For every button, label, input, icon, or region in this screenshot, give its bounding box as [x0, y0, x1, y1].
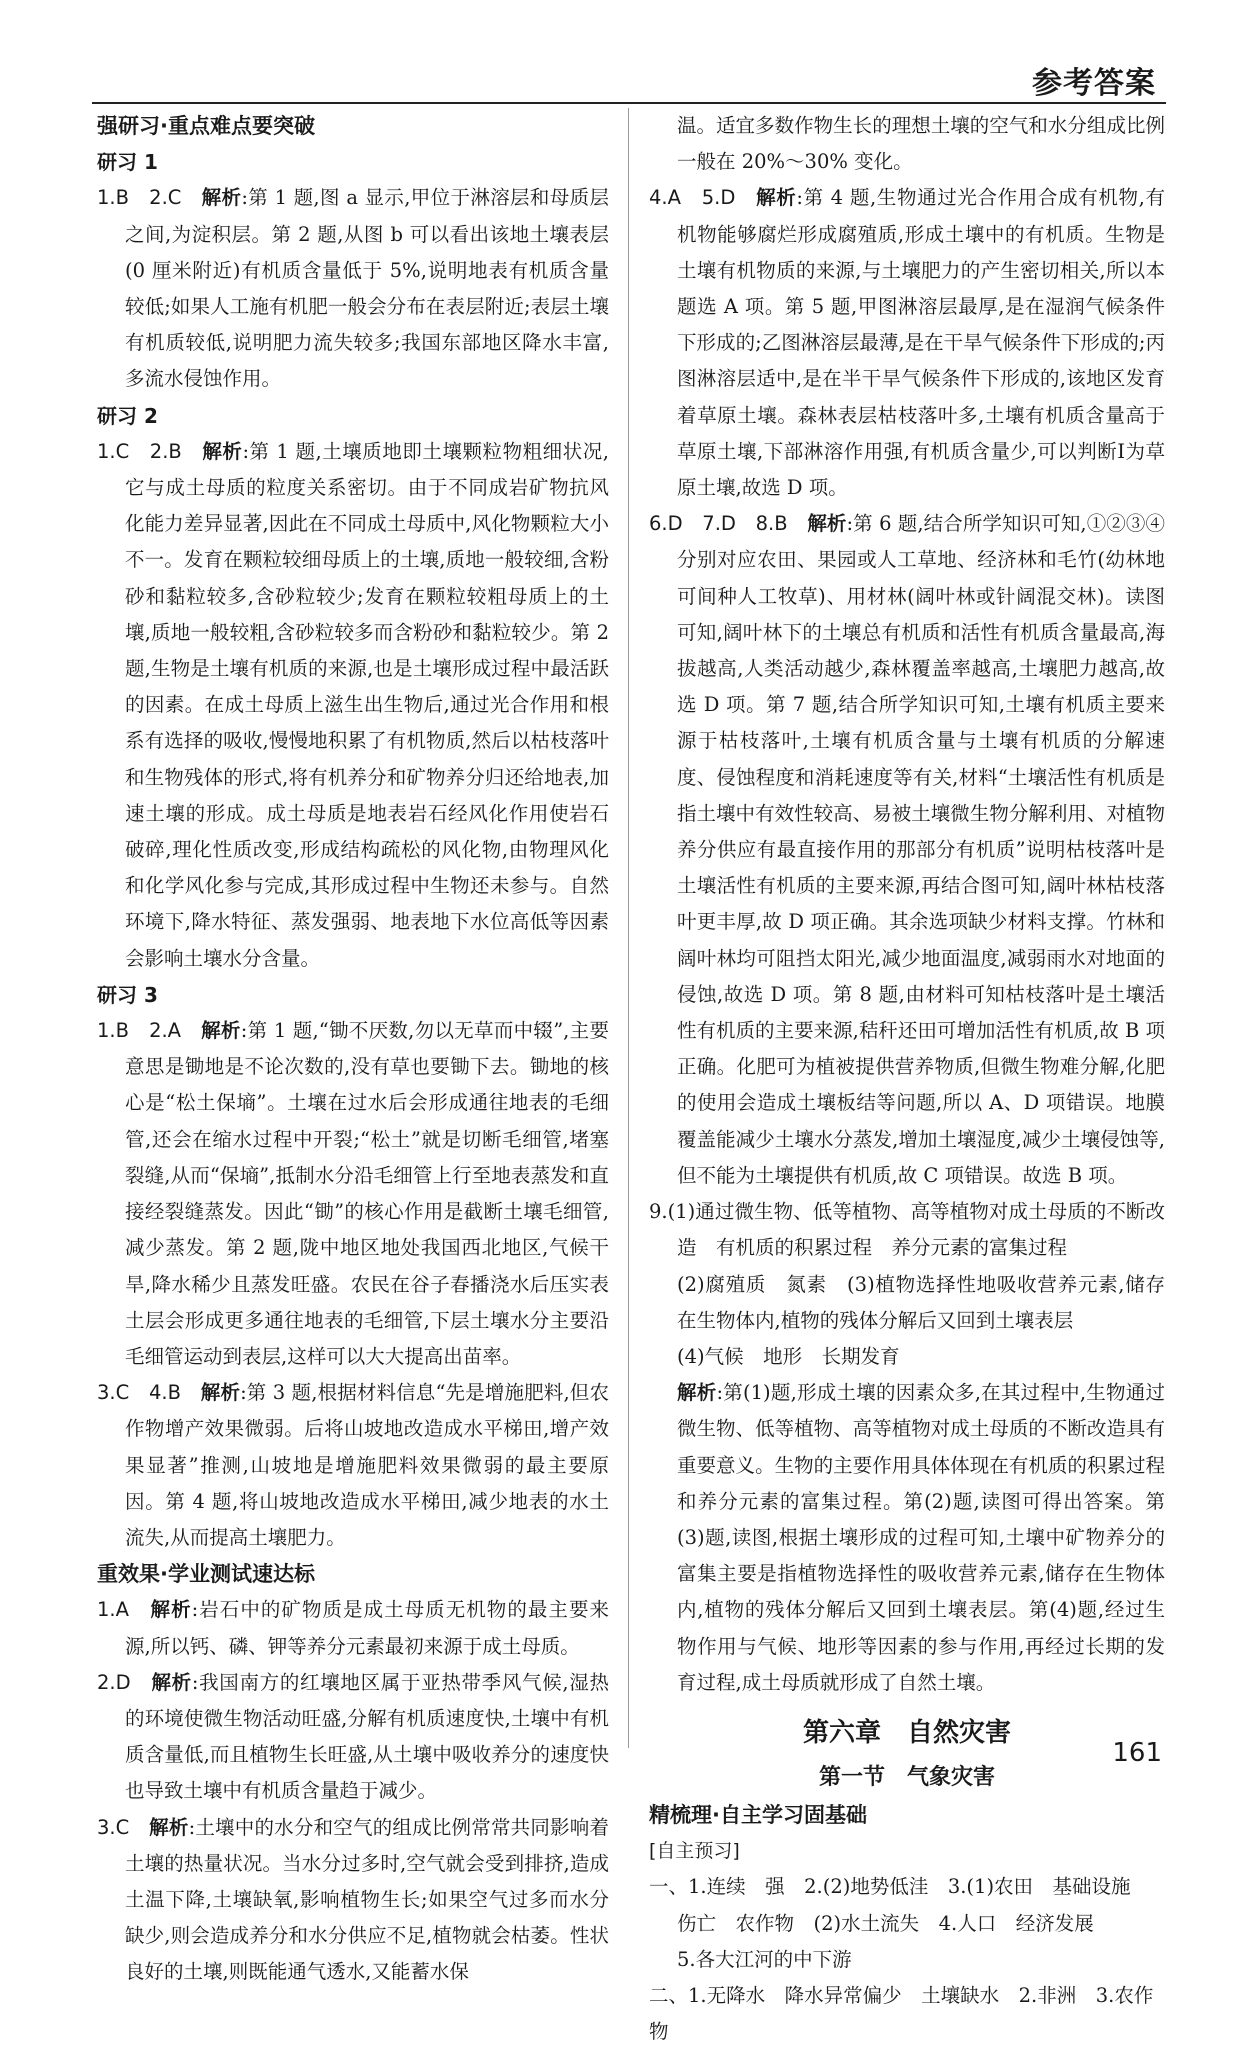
answer-keys: 1.A: [97, 1598, 129, 1622]
answer-keys: 1.B 2.A: [97, 1019, 182, 1043]
preview-line-1: 一、1.连续 强 2.(2)地势低洼 3.(1)农田 基础设施: [649, 1875, 1131, 1899]
analysis-text: :第 4 题,生物通过光合作用合成有机物,有机物能够腐烂形成腐殖质,形成土壤中的有机质。生物是土壤有机物质的来源,与土壤肥力的产生密切相关,所以本题选 A 项。第 5 题,甲图淋溶层最厚,是在湿润气候条件下形成的;乙图淋溶层最薄,是在干旱气候条件下形成的;丙图淋溶层适中,是在半干旱气候条件下形成的,该地区发育着草原土壤。森林表层枯枝落叶多,土壤有机质含量高于草原土壤,下部淋溶作用强,有机质含量少,可以判断Ⅰ为草原土壤,故选 D 项。: [677, 186, 1165, 500]
analysis-label: 解析: [151, 1670, 192, 1694]
test-answer-1: [97, 1592, 609, 1664]
continued-text: 温。适宜多数作物生长的理想土壤的空气和水分组成比例一般在 20%～30% 变化。: [677, 114, 1165, 174]
header-rule: [92, 102, 1166, 104]
answer-keys: 3.C 4.B: [97, 1381, 181, 1405]
page-number: 161: [1112, 1738, 1162, 1768]
analysis-text: :第 1 题,图 a 显示,甲位于淋溶层和母质层之间,为淀积层。第 2 题,从图 b 可以看出该地土壤表层(0 厘米附近)有机质含量低于 5%,说明地表有机质含量较低;如果人工施有机肥一般会分布在表层附近;表层土壤有机质较低,说明肥力流失较多;我国东部地区降水丰富,多流水侵蚀作用。: [125, 186, 609, 391]
analysis-text: :第 3 题,根据材料信息“先是增施肥料,但农作物增产效果微弱。后将山坡地改造成水平梯田,增产效果显著”推测,山坡地是增施肥料效果微弱的最主要原因。第 4 题,将山坡地改造成水平梯田,减少地表的水土流失,从而提高土壤肥力。: [125, 1381, 609, 1549]
analysis-text: :第 1 题,土壤质地即土壤颗粒物粗细状况,它与成土母质的粒度关系密切。由于不同成岩矿物抗风化能力差异显著,因此在不同成土母质中,风化物颗粒大小不一。发育在颗粒较细母质上的土壤,质地一般较细,含粉砂和黏粒较多,含砂粒较少;发育在颗粒较粗母质上的土壤,质地一般较粗,含砂粒较多而含粉砂和黏粒较少。第 2 题,生物是土壤有机质的来源,也是土壤形成过程中最活跃的因素。在成土母质上滋生出生物后,通过光合作用和根系有选择的吸收,慢慢地积累了有机物质,然后以枯枝落叶和生物残体的形式,将有机养分和矿物养分归还给地表,加速土壤的形成。成土母质是地表岩石经风化作用使岩石破碎,理化性质改变,形成结构疏松的风化物,由物理风化和化学风化参与完成,其形成过程中生物还未参与。自然环境下,降水特征、蒸发强弱、地表地下水位高低等因素会影响土壤水分含量。: [125, 439, 609, 970]
analysis-label: 解析: [150, 1598, 192, 1622]
preview-line-2: 伤亡 农作物 (2)水土流失 4.人口 经济发展: [677, 1911, 1094, 1935]
section-heading-review: 精梳理·自主学习固基础: [649, 1802, 867, 1827]
research-3-answer-b: [97, 1375, 609, 1556]
question-9-part-3: (4)气候 地形 长期发育: [677, 1344, 900, 1368]
research-1-label: 研习 1: [97, 150, 158, 175]
answer-keys: 3.C: [97, 1815, 130, 1839]
analysis-text: :第(1)题,形成土壤的因素众多,在其过程中,生物通过微生物、低等植物、高等植物对成土母质的不断改造具有重要意义。生物的主要作用具体体现在有机质的积累过程和养分元素的富集过程。第(2)题,读图可得出答案。第(3)题,读图,根据土壤形成的过程可知,土壤中矿物养分的富集主要是指植物选择性的吸收营养元素,储存在生物体内,植物的残体分解后又回到土壤表层。第(4)题,经过生物作用与气候、地形等因素的参与作用,再经过长期的发育过程,成土母质就形成了自然土壤。: [677, 1381, 1165, 1694]
preview-line-4: 二、1.无降水 降水异常偏少 土壤缺水 2.非洲 3.农作物: [649, 1983, 1154, 2044]
answer-keys: 2.D: [97, 1670, 131, 1694]
question-9-part-2: (2)腐殖质 氮素 (3)植物选择性地吸收营养元素,储存在生物体内,植物的残体分解后又回到土壤表层: [677, 1272, 1165, 1332]
analysis-text: :第 6 题,结合所学知识可知,①②③④分别对应农田、果园或人工草地、经济林和毛竹(幼林地可间种人工牧草)、用材林(阔叶林或针阔混交林)。读图可知,阔叶林下的土壤总有机质和活性有机质含量最高,海拔越高,人类活动越少,森林覆盖率越高,土壤肥力越高,故选 D 项。第 7 题,结合所学知识可知,土壤有机质主要来源于枯枝落叶,土壤有机质含量与土壤有机质的分解速度、侵蚀程度和消耗速度等有关,材料“土壤活性有机质是指土壤中有效性较高、易被土壤微生物分解利用、对植物养分供应有最直接作用的那部分有机质”说明枯枝落叶是土壤活性有机质的主要来源,再结合图可知,阔叶林枯枝落叶更丰厚,故 D 项正确。其余选项缺少材料支撑。竹林和阔叶林均可阻挡太阳光,减少地面温度,减弱雨水对地面的侵蚀,故选 D 项。第 8 题,由材料可知枯枝落叶是土壤活性有机质的主要来源,秸秆还田可增加活性有机质,故 B 项正确。化肥可为植被提供营养物质,但微生物难分解,化肥的使用会造成土壤板结等问题,所以 A、D 项错误。地膜覆盖能减少土壤水分蒸发,增加土壤湿度,减少土壤侵蚀等,但不能为土壤提供有机质,故 C 项错误。故选 B 项。: [677, 512, 1165, 1187]
research-2-answer: [97, 434, 609, 977]
left-column: [97, 108, 609, 1991]
research-3-answer-a: [97, 1013, 609, 1375]
question-9-part-1: 9.(1)通过微生物、低等植物、高等植物对成土母质的不断改造 有机质的积累过程 养分元素的富集过程: [649, 1200, 1165, 1260]
right-column: [649, 108, 1165, 2050]
analysis-label: 解析: [201, 1019, 241, 1043]
chapter-title: 第六章 自然灾害: [802, 1717, 1011, 1748]
test-answer-6-8: [649, 506, 1165, 1194]
analysis-text: :我国南方的红壤地区属于亚热带季风气候,湿热的环境使微生物活动旺盛,分解有机质速度快,土壤中有机质含量低,而且植物生长旺盛,从土壤中吸收养分的速度快也导致土壤中有机质含量趋于减少。: [125, 1670, 609, 1803]
analysis-label: 解析: [201, 186, 242, 210]
analysis-label: 解析: [807, 512, 847, 536]
answer-keys: 6.D 7.D 8.B: [649, 512, 788, 536]
research-1-answer: [97, 180, 609, 397]
question-9-analysis: [649, 1375, 1165, 1701]
preview-line-3: 5.各大江河的中下游: [677, 1947, 852, 1971]
analysis-label: 解析: [202, 439, 243, 463]
answer-keys: 4.A 5.D: [649, 186, 736, 210]
column-divider: [628, 108, 629, 1748]
analysis-label: 解析: [200, 1381, 241, 1405]
research-3-label: 研习 3: [97, 982, 158, 1007]
answer-keys: 1.B 2.C: [97, 186, 182, 210]
preview-tag: [自主预习]: [649, 1840, 740, 1863]
answer-keys: 1.C 2.B: [97, 439, 182, 463]
analysis-label: 解析: [677, 1381, 717, 1405]
research-2-label: 研习 2: [97, 403, 158, 428]
analysis-label: 解析: [149, 1815, 189, 1839]
test-answer-2: [97, 1665, 609, 1810]
test-answer-4-5: [649, 180, 1165, 506]
analysis-label: 解析: [756, 186, 797, 210]
analysis-text: :岩石中的矿物质是成土母质无机物的最主要来源,所以钙、磷、钾等养分元素最初来源于成土母质。: [125, 1598, 609, 1658]
section-heading-research: 强研习·重点难点要突破: [97, 114, 315, 138]
analysis-text: :第 1 题,“锄不厌数,勿以无草而中辍”,主要意思是锄地是不论次数的,没有草也要锄下去。锄地的核心是“松土保墒”。土壤在过水后会形成通往地表的毛细管,还会在缩水过程中开裂;“松土”就是切断毛细管,堵塞裂缝,从而“保墒”,抵制水分沿毛细管上行至地表蒸发和直接经裂缝蒸发。因此“锄”的核心作用是截断土壤毛细管,减少蒸发。第 2 题,陇中地区地处我国西北地区,气候干旱,降水稀少且蒸发旺盛。农民在谷子春播浇水后压实表土层会形成更多通往地表的毛细管,下层土壤水分主要沿毛细管运动到表层,这样可以大大提高出苗率。: [125, 1019, 609, 1368]
header-title: 参考答案: [1032, 66, 1156, 101]
test-answer-3: [97, 1810, 609, 1991]
analysis-text: :土壤中的水分和空气的组成比例常常共同影响着土壤的热量状况。当水分过多时,空气就会受到排挤,造成土温下降,土壤缺氧,影响植物生长;如果空气过多而水分缺少,则会造成养分和水分供应不足,植物就会枯萎。性状良好的土壤,则既能通气透水,又能蓄水保: [125, 1815, 609, 1984]
section-heading-test: 重效果·学业测试速达标: [97, 1562, 315, 1587]
section-title: 第一节 气象灾害: [818, 1764, 995, 1790]
